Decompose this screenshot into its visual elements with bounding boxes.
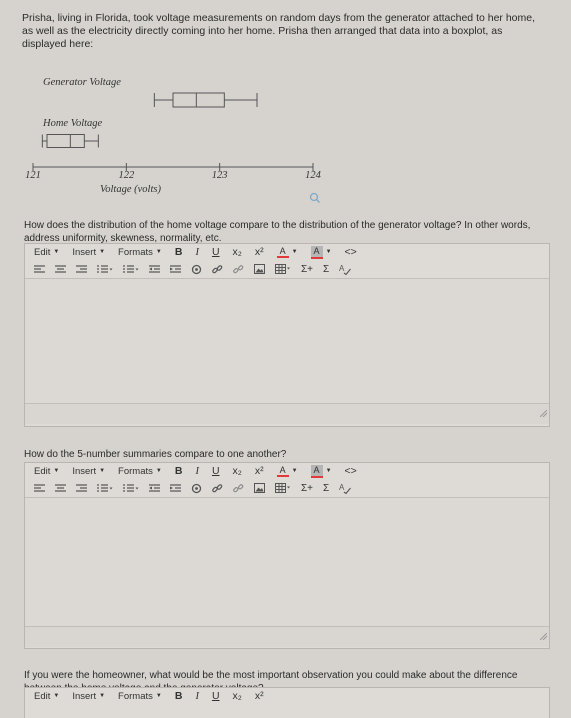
box-iqr <box>47 135 84 148</box>
outdent-icon[interactable] <box>149 484 160 493</box>
bold-button[interactable]: B <box>174 246 183 258</box>
align-right-icon[interactable] <box>76 484 87 493</box>
indent-icon[interactable] <box>170 484 181 493</box>
editor-toolbar <box>25 260 549 278</box>
insert-menu[interactable]: Insert ▼ <box>72 690 106 702</box>
unlink-icon[interactable] <box>233 483 244 494</box>
zoom-icon[interactable] <box>309 191 321 209</box>
answer-textarea-2[interactable] <box>25 497 549 626</box>
link-icon[interactable] <box>191 264 202 275</box>
italic-button[interactable]: I <box>195 690 199 702</box>
superscript-button[interactable]: x² <box>254 246 264 258</box>
superscript-button[interactable]: x² <box>254 690 264 702</box>
align-left-icon[interactable] <box>34 265 45 274</box>
align-center-icon[interactable] <box>55 484 66 493</box>
subscript-button[interactable]: x₂ <box>232 690 242 702</box>
box-iqr <box>173 93 224 107</box>
underline-button[interactable]: U <box>211 465 220 477</box>
resize-handle-icon[interactable] <box>540 627 547 645</box>
align-left-icon[interactable] <box>34 484 45 493</box>
answer-textarea-1[interactable] <box>25 278 549 403</box>
answer-editor-1 <box>24 243 550 427</box>
sum-plus-button[interactable]: Σ+ <box>301 263 314 275</box>
insert-menu[interactable]: Insert ▼ <box>72 465 106 477</box>
answer-editor-2 <box>24 462 550 649</box>
svg-text:A: A <box>339 482 345 492</box>
question-2: How do the 5-number summaries compare to one another? <box>24 449 287 460</box>
background-color-button[interactable]: A ▼ <box>311 465 332 478</box>
bullet-list-icon[interactable] <box>97 484 113 493</box>
superscript-button[interactable]: x² <box>254 465 264 477</box>
subscript-button[interactable]: x₂ <box>232 246 242 258</box>
italic-button[interactable]: I <box>195 246 199 258</box>
image-icon[interactable] <box>254 264 265 274</box>
editor-menubar <box>25 463 549 479</box>
edit-menu[interactable]: Edit ▼ <box>34 465 60 477</box>
tick-label-122: 122 <box>118 170 135 181</box>
formats-menu[interactable]: Formats ▼ <box>118 690 162 702</box>
insert-menu[interactable]: Insert ▼ <box>72 246 106 258</box>
formats-menu[interactable]: Formats ▼ <box>118 465 162 477</box>
boxplot-figure <box>0 60 571 210</box>
italic-button[interactable]: I <box>195 465 199 477</box>
spellcheck-icon[interactable] <box>339 264 351 275</box>
editor-statusbar <box>25 403 549 424</box>
image-icon[interactable] <box>254 483 265 493</box>
insert-link-icon[interactable] <box>212 264 223 275</box>
resize-handle-icon[interactable] <box>540 404 547 422</box>
spellcheck-icon[interactable] <box>339 483 351 494</box>
sum-button[interactable]: Σ <box>323 482 330 494</box>
tick-label-121: 121 <box>25 170 41 181</box>
underline-button[interactable]: U <box>211 246 220 258</box>
insert-link-icon[interactable] <box>212 483 223 494</box>
series-label-generator: Generator Voltage <box>43 77 121 88</box>
underline-button[interactable]: U <box>211 690 220 702</box>
editor-statusbar <box>25 626 549 647</box>
numbered-list-icon[interactable] <box>123 484 139 493</box>
tick-label-124: 124 <box>305 170 321 181</box>
x-axis-label: Voltage (volts) <box>100 184 161 195</box>
series-label-home: Home Voltage <box>43 118 103 129</box>
bold-button[interactable]: B <box>174 465 183 477</box>
bullet-list-icon[interactable] <box>97 265 113 274</box>
edit-menu[interactable]: Edit ▼ <box>34 690 60 702</box>
edit-menu[interactable]: Edit ▼ <box>34 246 60 258</box>
intro-paragraph: Prisha, living in Florida, took voltage measurements on random days from the generator attached to her home, as well as the electricity directly coming into her home. Prisha then arranged that data into a boxplot, as displayed here: <box>22 12 536 50</box>
bold-button[interactable]: B <box>174 690 183 702</box>
editor-toolbar <box>25 479 549 497</box>
answer-editor-3 <box>24 687 550 718</box>
text-color-button[interactable]: A ▼ <box>277 247 298 258</box>
unlink-icon[interactable] <box>233 264 244 275</box>
tick-label-123: 123 <box>211 170 228 181</box>
source-code-button[interactable]: <> <box>344 246 357 258</box>
question-3: If you were the homeowner, what would be the most important observation you could make about the difference <box>24 670 518 681</box>
question-1: How does the distribution of the home voltage compare to the distribution of the generator voltage? In other words, address uniformity, skewness, normality, etc. <box>24 220 531 244</box>
align-center-icon[interactable] <box>55 265 66 274</box>
table-icon[interactable] <box>275 264 291 274</box>
sum-plus-button[interactable]: Σ+ <box>301 482 314 494</box>
link-icon[interactable] <box>191 483 202 494</box>
background-color-button[interactable]: A ▼ <box>311 246 332 259</box>
editor-menubar <box>25 244 549 260</box>
align-right-icon[interactable] <box>76 265 87 274</box>
indent-icon[interactable] <box>170 265 181 274</box>
text-color-button[interactable]: A ▼ <box>277 466 298 477</box>
formats-menu[interactable]: Formats ▼ <box>118 246 162 258</box>
svg-text:A: A <box>339 263 345 273</box>
editor-menubar <box>25 688 549 704</box>
numbered-list-icon[interactable] <box>123 265 139 274</box>
source-code-button[interactable]: <> <box>344 465 357 477</box>
sum-button[interactable]: Σ <box>323 263 330 275</box>
outdent-icon[interactable] <box>149 265 160 274</box>
table-icon[interactable] <box>275 483 291 493</box>
subscript-button[interactable]: x₂ <box>232 465 242 477</box>
